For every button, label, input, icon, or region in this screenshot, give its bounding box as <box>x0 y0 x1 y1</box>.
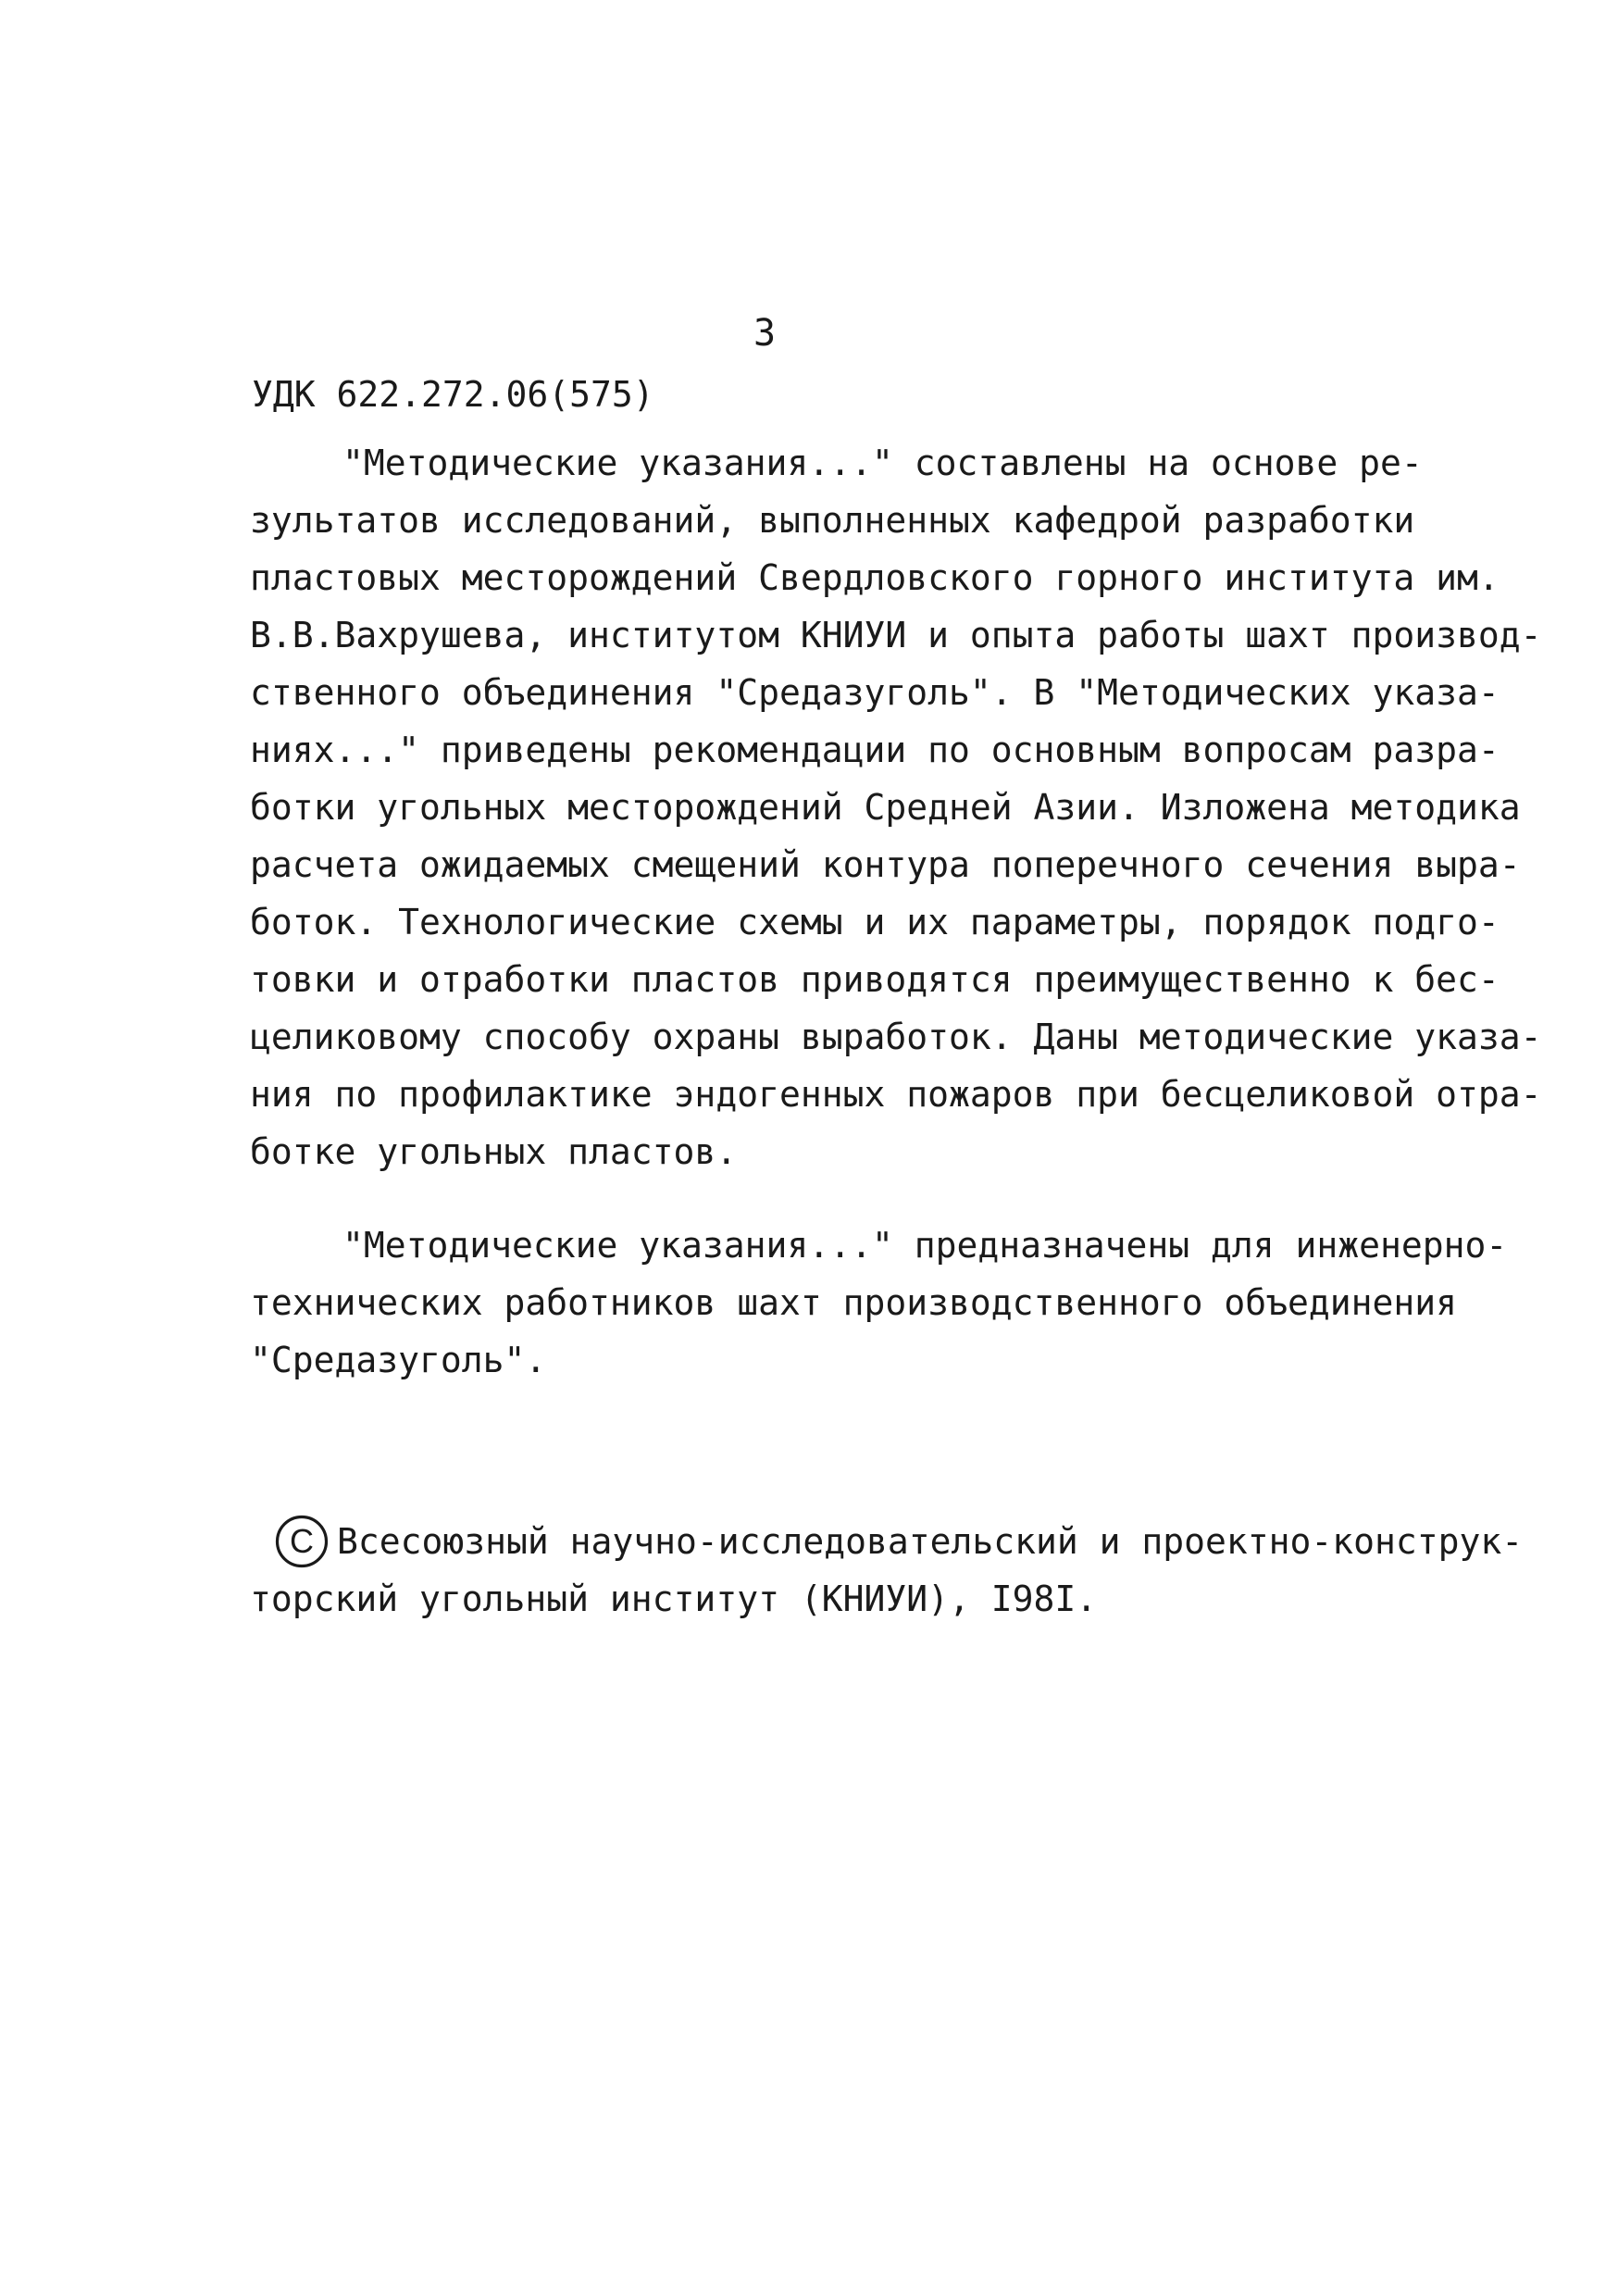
text-line: расчета ожидаемых смещений контура поперечного сечения выра- <box>250 844 1521 885</box>
udc-code: УДК 622.272.06(575) <box>252 374 654 415</box>
text-line: товки и отработки пластов приводятся преимущественно к бес- <box>250 959 1500 1000</box>
text-line: зультатов исследований, выполненных кафедрой разработки <box>250 500 1415 541</box>
audience-paragraph <box>250 1217 1507 1389</box>
copyright-letter: C <box>290 1522 314 1560</box>
text-line: ния по профилактике эндогенных пожаров при бесцеликовой отра- <box>250 1074 1542 1115</box>
text-line: "Методические указания..." предназначены для инженерно- <box>342 1225 1508 1266</box>
text-line: ниях..." приведены рекомендации по основным вопросам разра- <box>250 730 1500 770</box>
text-line: пластовых месторождений Свердловского горного института им. <box>250 557 1500 598</box>
text-line: "Методические указания..." составлены на основе ре- <box>342 443 1423 483</box>
copyright-notice <box>250 1513 1523 1628</box>
text-line: целиковому способу охраны выработок. Даны методические указа- <box>250 1017 1542 1057</box>
text-line: торский угольный институт (КНИУИ), I98I. <box>250 1578 1098 1619</box>
abstract-paragraph <box>250 434 1542 1180</box>
text-line: ботки угольных месторождений Средней Азии. Изложена методика <box>250 787 1521 828</box>
text-line: технических работников шахт производственного объединения <box>250 1282 1458 1323</box>
page-number: 3 <box>753 312 777 355</box>
copyright-icon <box>274 1514 330 1569</box>
text-line: В.В.Вахрушева, институтом КНИУИ и опыта работы шахт производ- <box>250 615 1542 655</box>
text-line: ботке угольных пластов. <box>250 1131 738 1172</box>
text-line: Всесоюзный научно-исследовательский и проектно-конструк- <box>337 1521 1524 1562</box>
text-line: "Средазуголь". <box>250 1340 547 1380</box>
text-line: боток. Технологические схемы и их параметры, порядок подго- <box>250 902 1500 942</box>
text-line: ственного объединения "Средазуголь". В "Методических указа- <box>250 672 1500 713</box>
